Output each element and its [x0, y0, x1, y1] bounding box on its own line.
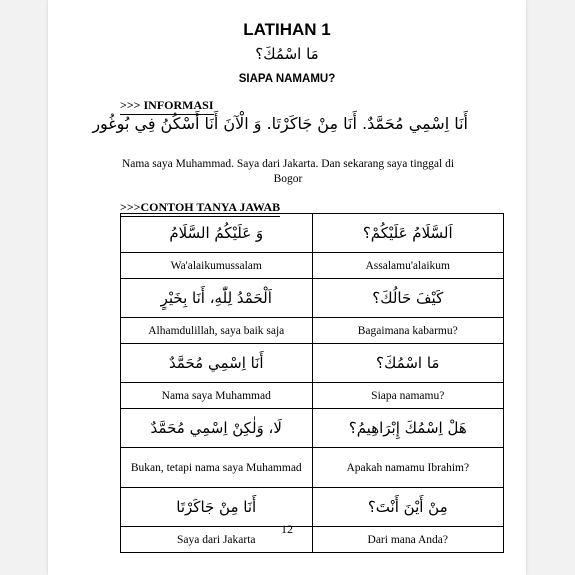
answer-cell: Alhamdulillah, saya baik saja	[121, 318, 313, 344]
question-cell: Dari mana Anda?	[312, 527, 504, 553]
table-row	[121, 214, 504, 253]
question-arabic-cell: مَا اسْمُكَ؟	[312, 344, 504, 383]
answer-arabic-cell: اَلْحَمْدُ لِلّٰهِ، أَنَا بِخَيْرٍ	[121, 279, 313, 318]
question-arabic-cell: هَلْ اِسْمُكَ إِبْرَاهِيمُ؟	[312, 409, 504, 448]
subtitle-arabic: مَا اسْمُكَ؟	[255, 45, 319, 63]
qa-table	[120, 213, 504, 553]
table-row	[121, 448, 504, 488]
question-arabic-cell: مِنْ أَيْنَ أَنْتَ؟	[312, 488, 504, 527]
question-cell: Bagaimana kabarmu?	[312, 318, 504, 344]
page-title: LATIHAN 1	[243, 20, 331, 39]
table-row	[121, 253, 504, 279]
info-translation: Nama saya Muhammad. Saya dari Jakarta. Dan sekarang saya tinggal di Bogor	[121, 158, 455, 185]
answer-arabic-cell: وَ عَلَيْكُمُ السَّلَامُ	[121, 214, 313, 253]
answer-cell: Nama saya Muhammad	[121, 383, 313, 409]
qa-heading: >>>CONTOH TANYA JAWAB	[120, 200, 280, 217]
table-row	[121, 279, 504, 318]
page-number: 12	[281, 522, 293, 536]
subtitle: SIAPA NAMAMU?	[238, 73, 336, 85]
question-arabic-cell: كَيْفَ حَالُكَ؟	[312, 279, 504, 318]
table-row	[121, 344, 504, 383]
answer-cell: Bukan, tetapi nama saya Muhammad	[121, 448, 313, 488]
table-row	[121, 488, 504, 527]
book-page	[48, 0, 526, 575]
answer-arabic-cell: أَنَا اِسْمِي مُحَمَّدٌ	[121, 344, 313, 383]
question-cell: Apakah namamu Ibrahim?	[312, 448, 504, 488]
info-arabic-text: أَنَا اِسْمِي مُحَمَّدٌ. أَنَا مِنْ جَاكَرْتَا. وَ الْآنَ أَنَا أَسْكُنُ فِي بُوغُور	[92, 114, 468, 133]
answer-cell: Wa'alaikumussalam	[121, 253, 313, 279]
answer-arabic-cell: أَنَا مِنْ جَاكَرْتَا	[121, 488, 313, 527]
info-heading: >>> INFORMASI	[120, 98, 214, 115]
question-cell: Siapa namamu?	[312, 383, 504, 409]
table-row	[121, 383, 504, 409]
question-cell: Assalamu'alaikum	[312, 253, 504, 279]
question-arabic-cell: اَلسَّلَامُ عَلَيْكُمْ؟	[312, 214, 504, 253]
table-row	[121, 318, 504, 344]
table-row	[121, 409, 504, 448]
answer-cell: Saya dari Jakarta	[121, 527, 313, 553]
answer-arabic-cell: لَا، وَلٰكِنْ اِسْمِي مُحَمَّدٌ	[121, 409, 313, 448]
